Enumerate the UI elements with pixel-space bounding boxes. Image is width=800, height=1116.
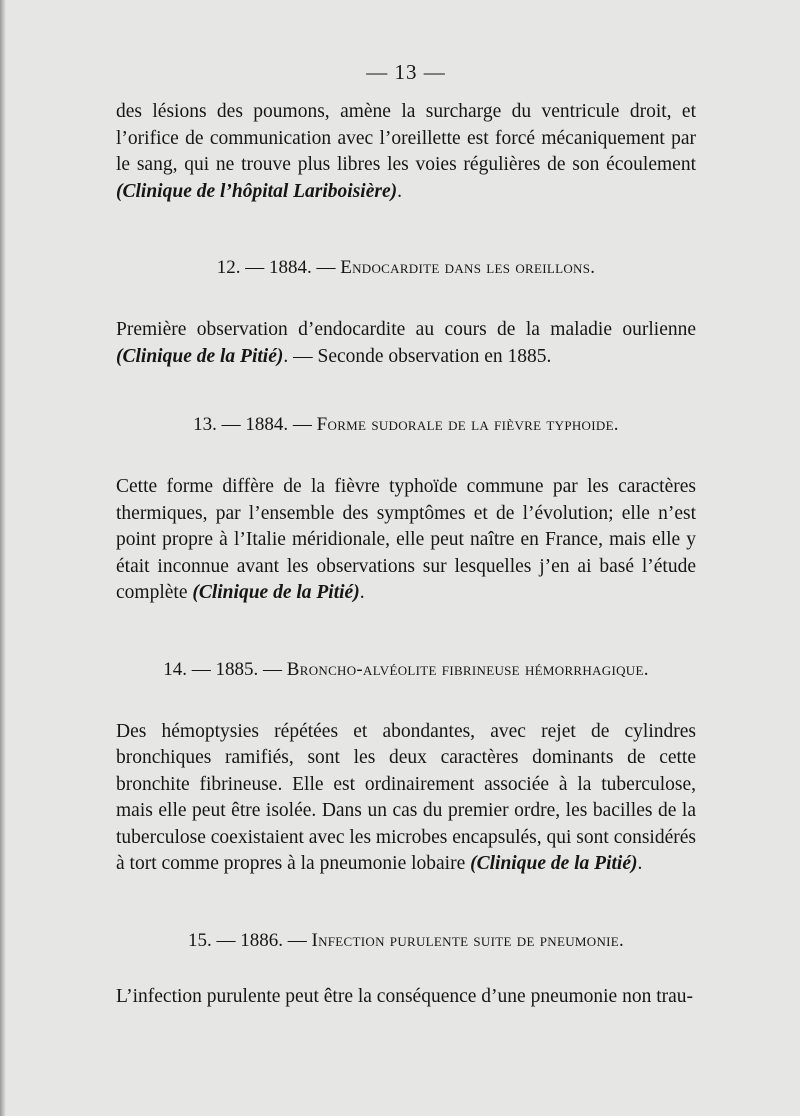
spacer (116, 438, 696, 474)
section-year: 1886. (240, 929, 283, 951)
section-end: . (359, 582, 365, 603)
section-text: Des hémoptysies répétées et abondantes, avec rejet de cylindres bronchiques ramifiés, sont les deux caractères dominants de cette bronchite fibrineuse. Elle est ordinairement associée à la tuberculose, mais elle peut être isolée. Dans un cas du premier ordre, les bacilles de la tuberculose coexistaient avec les microbes encapsulés, qui sont considérés à tort comme propres à la pneumonie lobaire (116, 720, 696, 874)
section-year: 1884. (268, 257, 312, 278)
section-title: Forme sudorale de la fièvre typhoide. (316, 414, 619, 435)
section-text: Première observation d’endocardite au cours de la maladie ourlienne (116, 319, 696, 340)
section-year: 1884. (245, 414, 289, 435)
intro-text: des lésions des poumons, amène la surcharge du ventricule droit, et l’orifice de communication avec l’oreillette est forcé mécaniquement par le sang, qui ne trouve plus libres les voies régulières de son écoulement (116, 101, 696, 175)
section-end: . — Seconde observation en 1885. (283, 345, 552, 367)
document-page (116, 60, 696, 1010)
spacer (116, 205, 696, 255)
spacer (116, 370, 696, 412)
section-citation: (Clinique de la Pitié) (470, 853, 638, 874)
section-body-13 (116, 474, 696, 607)
section-heading-15: 15. — 1886. — Infection purulente suite de pneumonie. (187, 929, 625, 951)
section-body-15 (116, 984, 696, 1011)
section-year: 1885. (215, 658, 259, 680)
section-heading-13: 13. — 1884. — Forme sudorale de la fièvre typhoide. (193, 414, 619, 435)
scan-edge (0, 0, 6, 1116)
section-end: . (637, 853, 643, 874)
page-number: — 13 — (366, 60, 446, 84)
intro-citation: (Clinique de l’hôpital Lariboisière) (116, 180, 398, 202)
spacer (116, 954, 696, 984)
spacer (116, 683, 696, 719)
section-number: 14. (163, 658, 187, 680)
section-citation: (Clinique de la Pitié) (192, 582, 360, 603)
intro-paragraph (116, 99, 696, 205)
section-title: Broncho-alvéolite fibrineuse hémorrhagique. (286, 658, 649, 680)
section-title: Endocardite dans les oreillons. (340, 257, 596, 278)
section-number: 12. (216, 257, 241, 278)
section-body-12 (116, 317, 696, 370)
section-number: 13. (193, 414, 217, 435)
section-body-14 (116, 719, 696, 878)
section-number: 15. (187, 929, 212, 951)
section-heading-12: 12. — 1884. — Endocardite dans les oreillons. (216, 257, 596, 278)
section-heading-14: 14. — 1885. — Broncho-alvéolite fibrineuse hémorrhagique. (163, 658, 649, 680)
section-text: L’infection purulente peut être la conséquence d’une pneumonie non trau- (116, 985, 694, 1007)
spacer (116, 281, 696, 317)
intro-end: . (397, 180, 402, 202)
section-citation: (Clinique de la Pitié) (116, 345, 284, 367)
section-title: Infection purulente suite de pneumonie. (311, 929, 625, 951)
section-text: Cette forme diffère de la fièvre typhoïde commune par les caractères thermiques, par l’ensemble des symptômes et de l’évolution; elle n’est point propre à l’Italie méridionale, elle peut naître en France, mais elle y était inconnue avant les observations sur lesquelles j’en ai basé l’étude complète (116, 476, 696, 603)
spacer (116, 878, 696, 928)
spacer (116, 607, 696, 657)
